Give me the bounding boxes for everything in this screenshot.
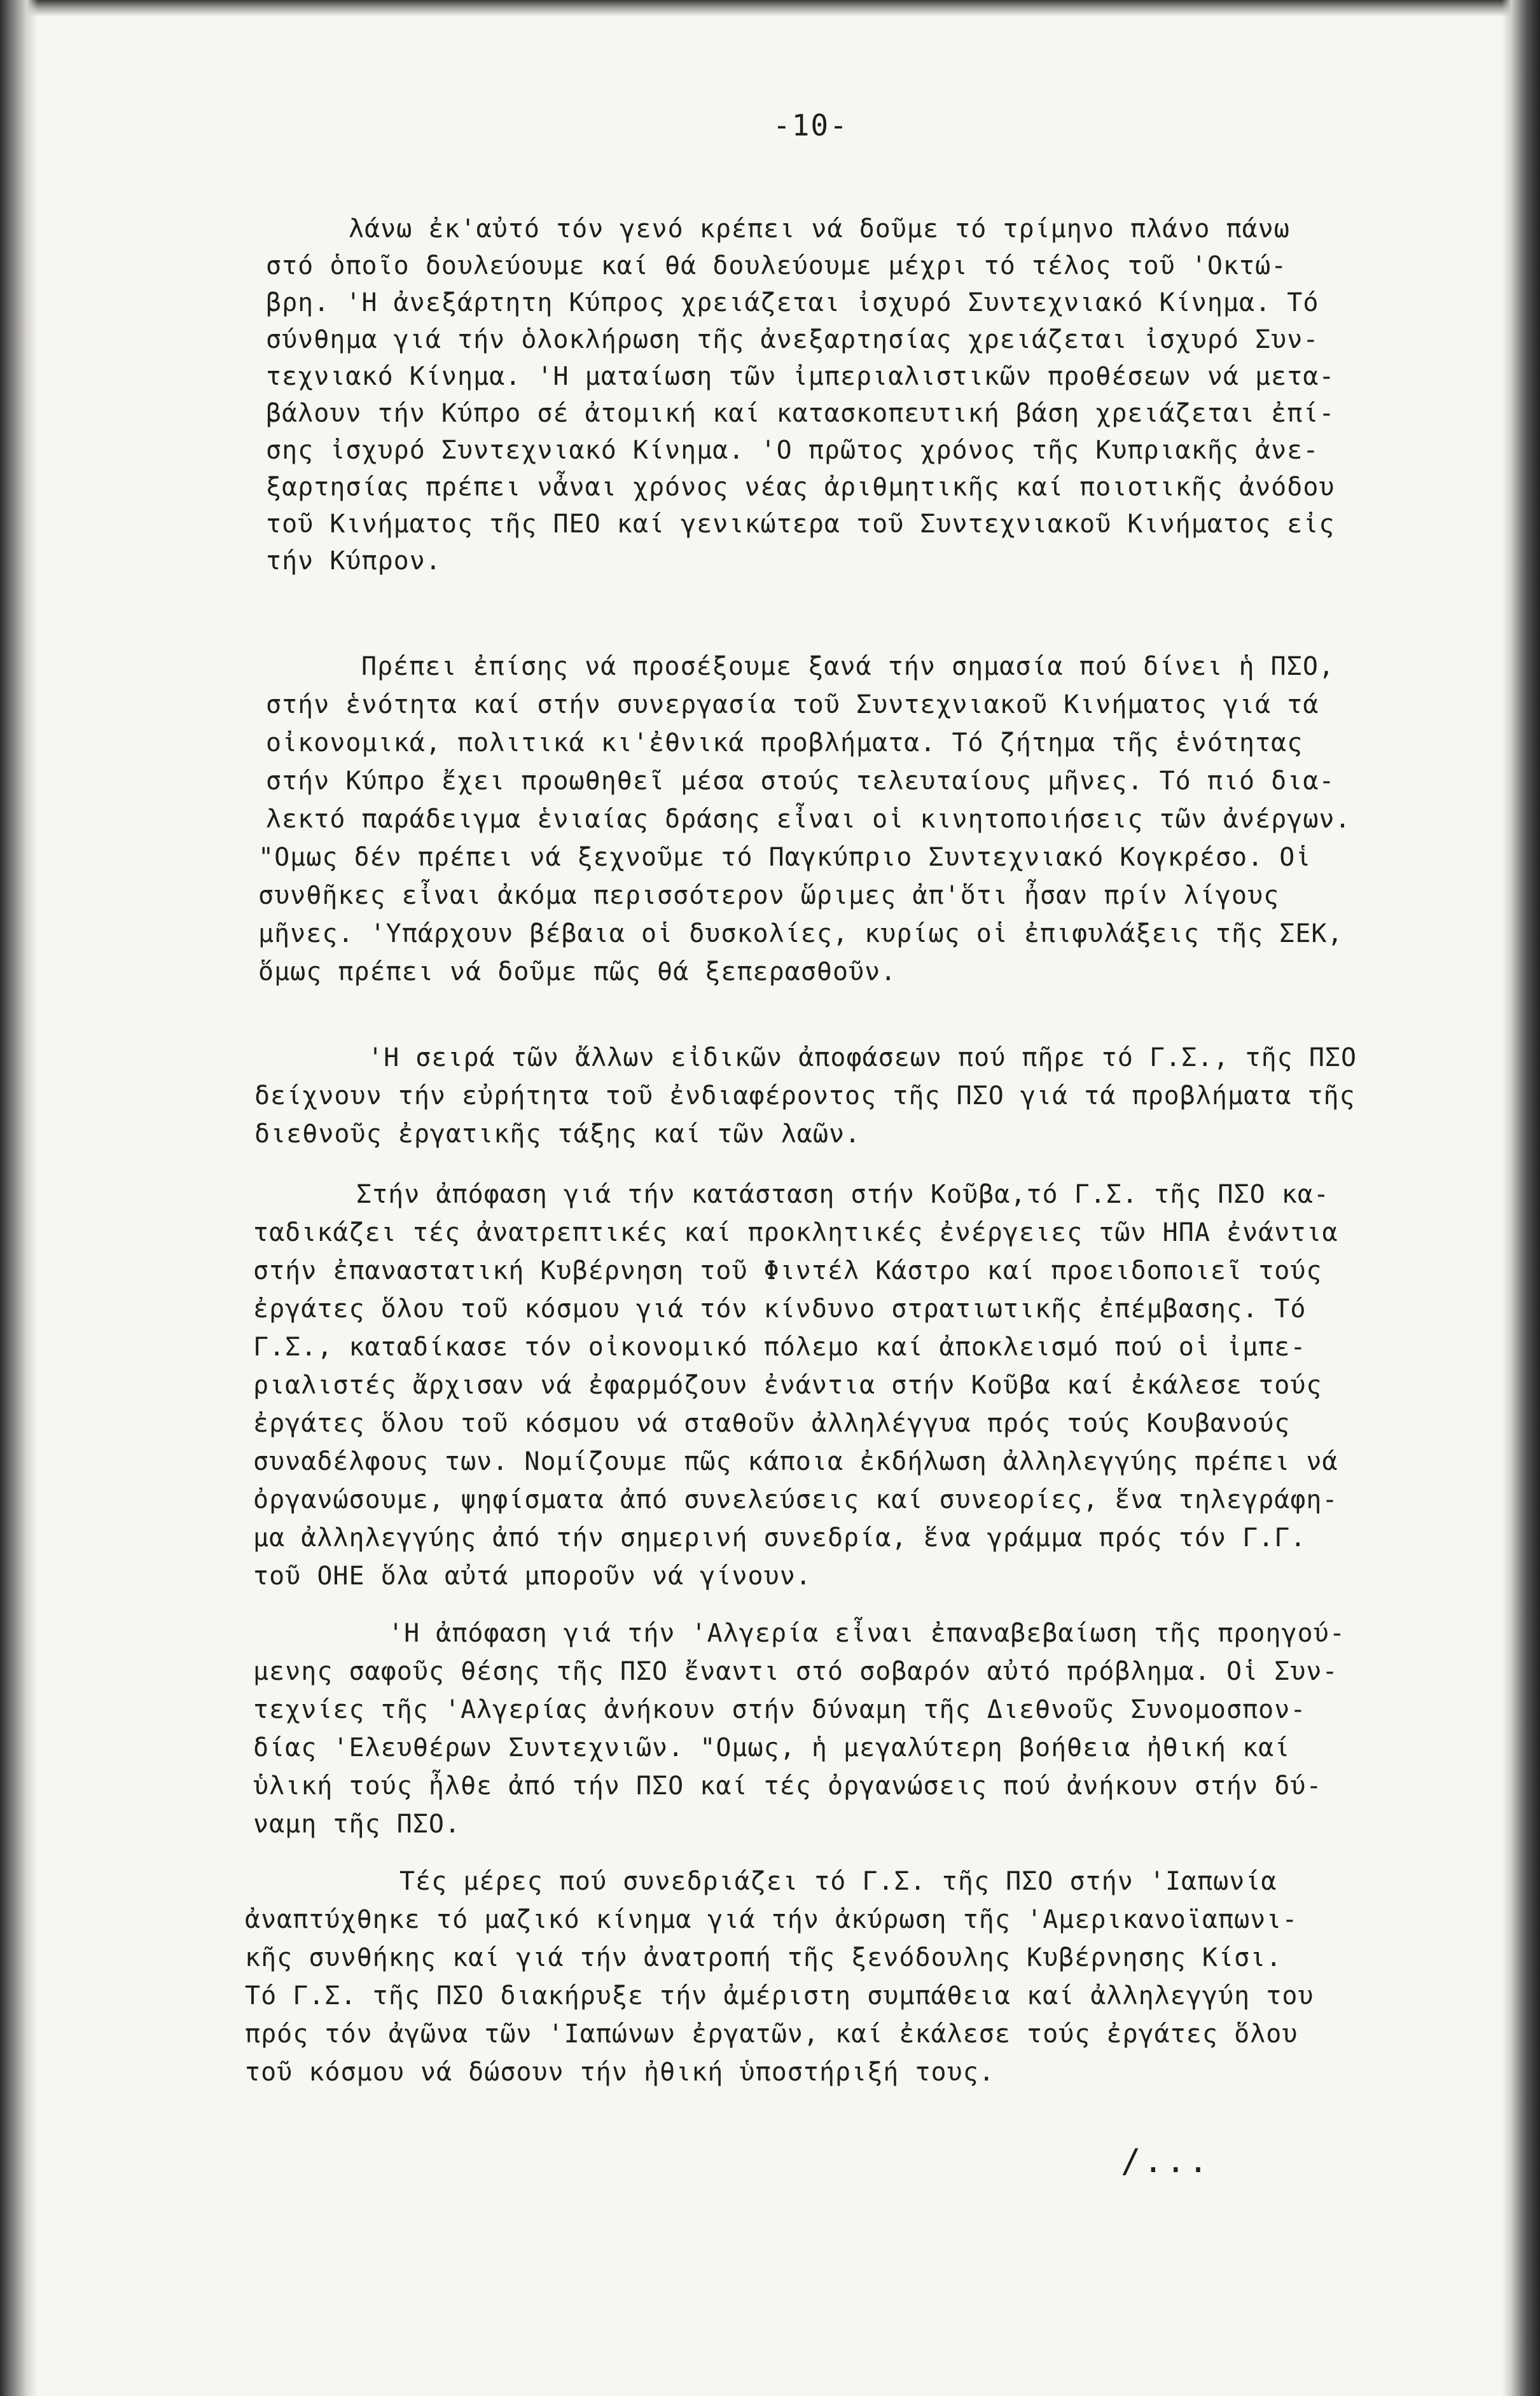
- paragraph-line: λεκτό παράδειγμα ἑνιαίας δράσης εἶναι οἱ κινητοποιήσεις τῶν ἀνέργων.: [266, 805, 1351, 834]
- paragraph-line: ξαρτησίας πρέπει νἆναι χρόνος νέας ἀριθμητικῆς καί ποιοτικῆς ἀνόδου: [266, 473, 1335, 502]
- paragraph-line: μενης σαφοῦς θέσης τῆς ΠΣΟ ἔναντι στό σοβαρόν αὐτό πρόβλημα. Οἱ Συν-: [253, 1657, 1338, 1686]
- paragraph-line: ναμη τῆς ΠΣΟ.: [253, 1810, 461, 1839]
- paragraph-line: ὑλική τούς ἦλθε ἀπό τήν ΠΣΟ καί τές ὀργανώσεις πού ἀνήκουν στήν δύ-: [253, 1771, 1322, 1801]
- paragraph-line: τοῦ ΟΗΕ ὅλα αὐτά μποροῦν νά γίνουν.: [253, 1562, 812, 1591]
- paragraph-line: βρη. 'Η ἀνεξάρτητη Κύπρος χρειάζεται ἰσχυρό Συντεχνιακό Κίνημα. Τό: [266, 288, 1319, 317]
- page-number: -10-: [773, 108, 849, 142]
- paragraph-line: στό ὁποῖο δουλεύουμε καί θά δουλεύουμε μέχρι τό τέλος τοῦ 'Οκτώ-: [266, 251, 1287, 280]
- paragraph-line: Πρέπει ἐπίσης νά προσέξουμε ξανά τήν σημασία πού δίνει ἡ ΠΣΟ,: [361, 652, 1335, 681]
- paragraph-line: σης ἰσχυρό Συντεχνιακό Κίνημα. 'Ο πρῶτος χρόνος τῆς Κυπριακῆς ἀνε-: [266, 436, 1319, 465]
- paragraph-line: συνθῆκες εἶναι ἀκόμα περισσότερον ὥριμες ἀπ'ὅτι ἦσαν πρίν λίγους: [258, 881, 1280, 910]
- paragraph-line: τοῦ κόσμου νά δώσουν τήν ἠθική ὑποστήριξή τους.: [245, 2058, 995, 2087]
- paragraph-line: συναδέλφους των. Νομίζουμε πῶς κάποια ἐκδήλωση ἀλληλεγγύης πρέπει νά: [253, 1447, 1338, 1476]
- paragraph-line: τοῦ Κινήματος τῆς ΠΕΟ καί γενικώτερα τοῦ Συντεχνιακοῦ Κινήματος εἰς: [266, 509, 1335, 539]
- paragraph-line: οἰκονομικά, πολιτικά κι'ἐθνικά προβλήματα. Τό ζήτημα τῆς ἑνότητας: [266, 728, 1303, 758]
- paragraph-line: Στήν ἀπόφαση γιά τήν κατάσταση στήν Κοῦβα,τό Γ.Σ. τῆς ΠΣΟ κα-: [356, 1180, 1330, 1209]
- paragraph-line: τεχνίες τῆς 'Αλγερίας ἀνήκουν στήν δύναμη τῆς Διεθνοῦς Συνομοσπον-: [253, 1695, 1307, 1724]
- paragraph-line: 'Η σειρά τῶν ἄλλων εἰδικῶν ἀποφάσεων πού πῆρε τό Γ.Σ., τῆς ΠΣΟ: [368, 1043, 1357, 1072]
- continuation-mark: /...: [1121, 2142, 1211, 2180]
- paragraph-line: δίας 'Ελευθέρων Συντεχνιῶν. "Ομως, ἡ μεγαλύτερη βοήθεια ἠθική καί: [253, 1733, 1291, 1762]
- paragraph-line: ἐργάτες ὅλου τοῦ κόσμου νά σταθοῦν ἀλληλέγγυα πρός τούς Κουβανούς: [253, 1409, 1291, 1438]
- paragraph-line: ἐργάτες ὅλου τοῦ κόσμου γιά τόν κίνδυνο στρατιωτικῆς ἐπέμβασης. Τό: [253, 1294, 1307, 1324]
- paragraph-line: τεχνιακό Κίνημα. 'Η ματαίωση τῶν ἰμπεριαλιστικῶν προθέσεων νά μετα-: [266, 362, 1335, 391]
- paragraph-line: ἀναπτύχθηκε τό μαζικό κίνημα γιά τήν ἀκύρωση τῆς 'Αμερικανοϊαπωνι-: [245, 1905, 1298, 1934]
- paragraph-line: διεθνοῦς ἐργατικῆς τάξης καί τῶν λαῶν.: [254, 1119, 861, 1149]
- paragraph-line: βάλουν τήν Κύπρο σέ ἀτομική καί κατασκοπευτική βάση χρειάζεται ἐπί-: [266, 399, 1335, 428]
- paragraph-line: κῆς συνθήκης καί γιά τήν ἀνατροπή τῆς ξενόδουλης Κυβέρνησης Κίσι.: [245, 1943, 1282, 1972]
- paragraph-line: ριαλιστές ἄρχισαν νά ἐφαρμόζουν ἐνάντια στήν Κοῦβα καί ἐκάλεσε τούς: [253, 1371, 1322, 1400]
- paragraph-line: 'Η ἀπόφαση γιά τήν 'Αλγερία εἶναι ἐπαναβεβαίωση τῆς προηγού-: [388, 1619, 1345, 1648]
- paragraph-line: Τές μέρες πού συνεδριάζει τό Γ.Σ. τῆς ΠΣΟ στήν 'Ιαπωνία: [399, 1867, 1277, 1896]
- paragraph-line: ὅμως πρέπει νά δοῦμε πῶς θά ξεπερασθοῦν.: [258, 957, 897, 987]
- paragraph-line: μα ἀλληλεγγύης ἀπό τήν σημερινή συνεδρία, ἕνα γράμμα πρός τόν Γ.Γ.: [253, 1523, 1307, 1553]
- paragraph-line: "Ομως δέν πρέπει νά ξεχνοῦμε τό Παγκύπριο Συντεχνιακό Κογκρέσο. Οἱ: [258, 843, 1312, 872]
- paragraph-line: δείχνουν τήν εὐρήτητα τοῦ ἐνδιαφέροντος τῆς ΠΣΟ γιά τά προβλήματα τῆς: [254, 1081, 1356, 1111]
- paragraph-line: ὀργανώσουμε, ψηφίσματα ἀπό συνελεύσεις καί συνεορίες, ἕνα τηλεγράφη-: [253, 1485, 1338, 1514]
- paragraph-line: στήν Κύπρο ἔχει προωθηθεῖ μέσα στούς τελευταίους μῆνες. Τό πιό δια-: [266, 766, 1335, 796]
- paragraph-line: μῆνες. 'Υπάρχουν βέβαια οἱ δυσκολίες, κυρίως οἱ ἐπιφυλάξεις τῆς ΣΕΚ,: [258, 919, 1343, 948]
- paragraph-line: στήν ἐπαναστατική Κυβέρνηση τοῦ Φιντέλ Κάστρο καί προειδοποιεῖ τούς: [253, 1256, 1322, 1285]
- scan-edge-right: [1502, 0, 1540, 2396]
- scan-edge-left: [0, 0, 38, 2396]
- paragraph-line: τήν Κύπρον.: [266, 546, 441, 576]
- paragraph-line: Γ.Σ., καταδίκασε τόν οἰκονομικό πόλεμο καί ἀποκλεισμό πού οἱ ἰμπε-: [253, 1333, 1307, 1362]
- paragraph-line: στήν ἑνότητα καί στήν συνεργασία τοῦ Συντεχνιακοῦ Κινήματος γιά τά: [266, 690, 1319, 719]
- paragraph-line: λάνω ἐκ'αὐτό τόν γενό κρέπει νά δοῦμε τό τρίμηνο πλάνο πάνω: [349, 214, 1290, 244]
- paragraph-line: ταδικάζει τές ἀνατρεπτικές καί προκλητικές ἐνέργειες τῶν ΗΠΑ ἐνάντια: [253, 1218, 1338, 1247]
- paragraph-line: πρός τόν ἀγῶνα τῶν 'Ιαπώνων ἐργατῶν, καί ἐκάλεσε τούς ἐργάτες ὅλου: [245, 2019, 1298, 2049]
- paragraph-line: σύνθημα γιά τήν ὁλοκλήρωση τῆς ἀνεξαρτησίας χρειάζεται ἰσχυρό Συν-: [266, 325, 1319, 354]
- scan-edge-top: [0, 0, 1540, 17]
- paragraph-line: Τό Γ.Σ. τῆς ΠΣΟ διακήρυξε τήν ἀμέριστη συμπάθεια καί ἀλληλεγγύη του: [245, 1981, 1314, 2011]
